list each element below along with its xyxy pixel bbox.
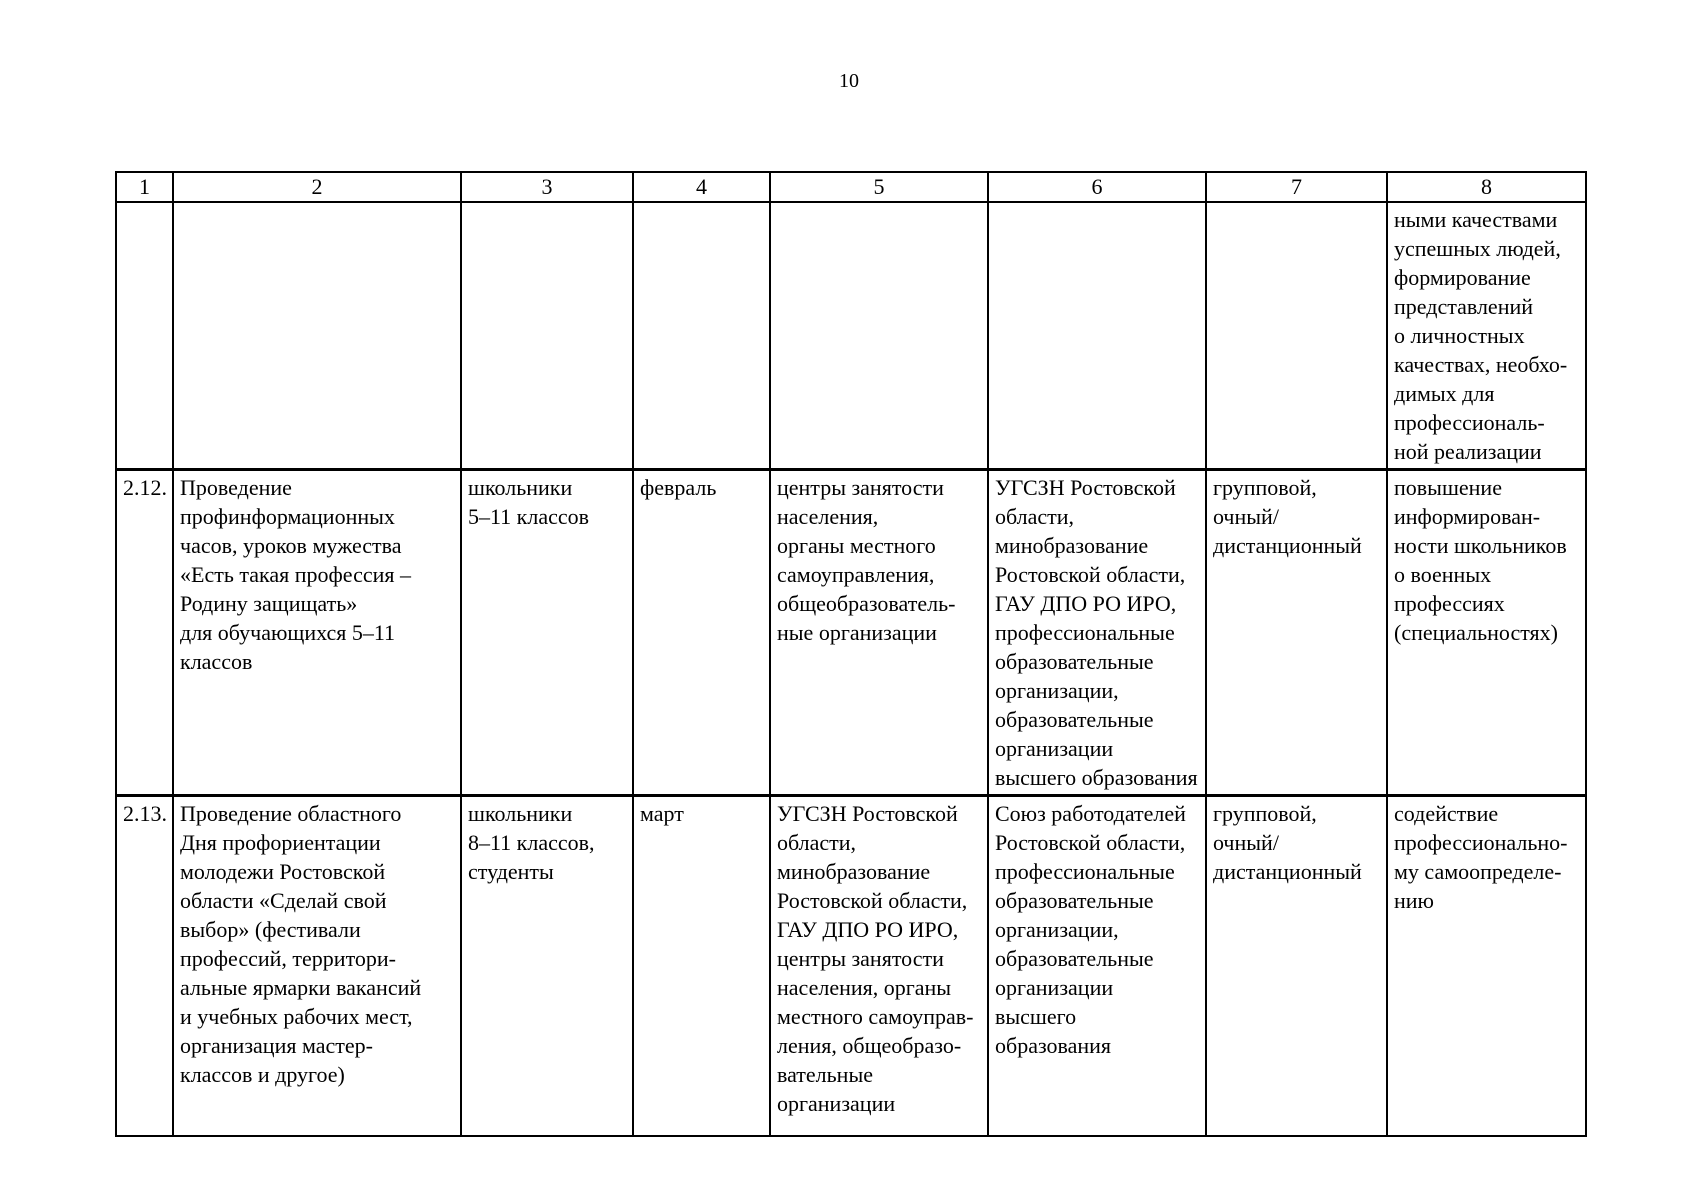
cell-period: февраль <box>633 470 770 796</box>
header-col-6: 6 <box>988 172 1206 202</box>
cell-responsible: УГСЗН Ростовской области, минобразование Ростовской области, ГАУ ДПО РО ИРО, центры занятости населения, органы местного самоуправ- ления, общеобразо- вательные организации <box>770 796 988 1137</box>
cell-partners: УГСЗН Ростовской области, минобразование Ростовской области, ГАУ ДПО РО ИРО, профессиональные образовательные организации, образовательные организации высшего образования <box>988 470 1206 796</box>
table-row-continuation <box>116 202 1586 470</box>
cell-number: 2.13. <box>116 796 173 1137</box>
cell-result: ными качествами успешных людей, формирование представлений о личностных качествах, необхо- димых для профессиональ- ной реализации <box>1387 202 1586 470</box>
cell-result: содействие профессионально- му самоопределе- нию <box>1387 796 1586 1137</box>
cell-responsible <box>770 202 988 470</box>
cell-result: повышение информирован- ности школьников о военных профессиях (специальностях) <box>1387 470 1586 796</box>
header-col-4: 4 <box>633 172 770 202</box>
cell-number: 2.12. <box>116 470 173 796</box>
table-row-2-12 <box>116 470 1586 796</box>
cell-participants: школьники 5–11 классов <box>461 470 633 796</box>
cell-number <box>116 202 173 470</box>
header-col-8: 8 <box>1387 172 1586 202</box>
header-col-1: 1 <box>116 172 173 202</box>
header-col-2: 2 <box>173 172 461 202</box>
cell-period: март <box>633 796 770 1137</box>
plan-table <box>115 171 1587 1137</box>
cell-participants <box>461 202 633 470</box>
cell-event: Проведение областного Дня профориентации молодежи Ростовской области «Сделай свой выбор» (фестивали профессий, территори- альные ярмарки вакансий и учебных рабочих мест, организация мастер- классов и другое) <box>173 796 461 1137</box>
cell-event: Проведение профинформационных часов, уроков мужества «Есть такая профессия – Родину защищать» для обучающихся 5–11 классов <box>173 470 461 796</box>
cell-participants: школьники 8–11 классов, студенты <box>461 796 633 1137</box>
cell-event <box>173 202 461 470</box>
header-col-5: 5 <box>770 172 988 202</box>
page-number: 10 <box>839 70 859 92</box>
table-row-2-13 <box>116 796 1586 1137</box>
cell-partners: Союз работодателей Ростовской области, профессиональные образовательные организации, образовательные организации высшего образования <box>988 796 1206 1137</box>
header-col-3: 3 <box>461 172 633 202</box>
header-col-7: 7 <box>1206 172 1387 202</box>
cell-format <box>1206 202 1387 470</box>
cell-format: групповой, очный/ дистанционный <box>1206 796 1387 1137</box>
cell-format: групповой, очный/ дистанционный <box>1206 470 1387 796</box>
cell-responsible: центры занятости населения, органы местного самоуправления, общеобразователь- ные организации <box>770 470 988 796</box>
cell-period <box>633 202 770 470</box>
header-row <box>116 172 1586 202</box>
cell-partners <box>988 202 1206 470</box>
